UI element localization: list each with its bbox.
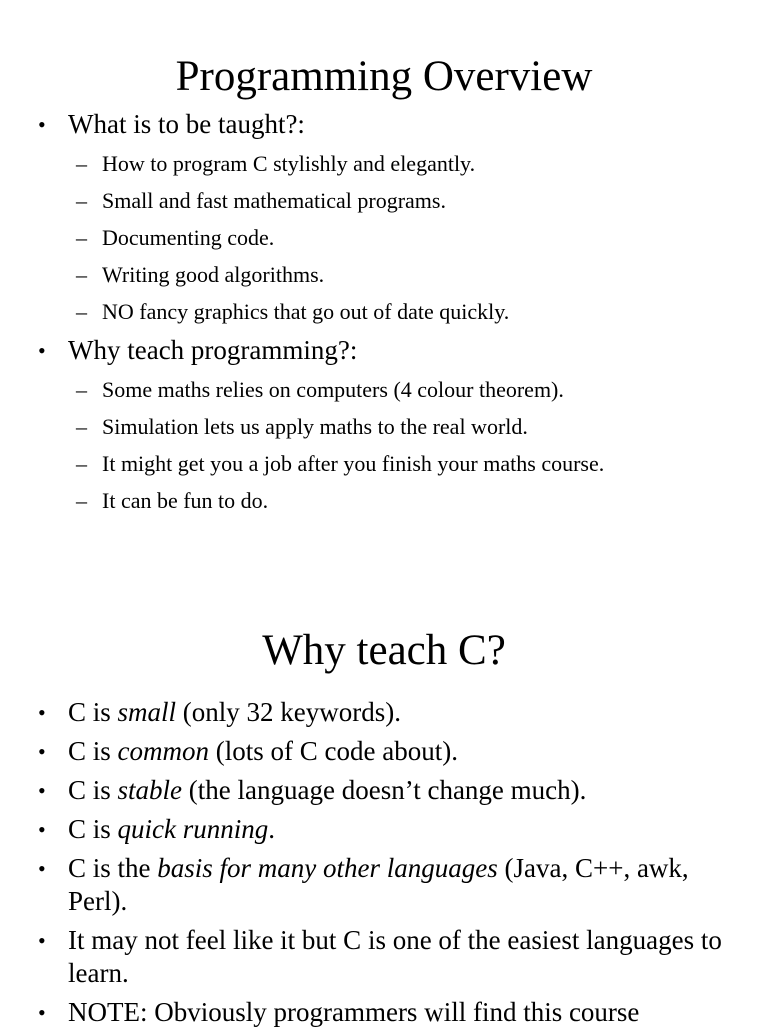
dash-icon: – <box>76 451 87 476</box>
list-item <box>0 996 768 1029</box>
text-pre: C is the <box>68 853 158 883</box>
text-post: (lots of C code about). <box>209 736 458 766</box>
bullet-icon: • <box>38 338 46 363</box>
list-item <box>68 182 728 219</box>
list-item <box>68 371 728 408</box>
list-item-text: Writing good algorithms. <box>102 262 325 287</box>
text-pre: It may not feel like it but C is one of the easiest languages to learn. <box>68 925 722 988</box>
list-item-text: Some maths relies on computers (4 colour theorem). <box>102 377 564 402</box>
list-item <box>68 293 728 330</box>
dash-icon: – <box>76 188 87 213</box>
list-item-text: Documenting code. <box>102 225 275 250</box>
dash-icon: – <box>76 225 87 250</box>
sub-list <box>68 371 728 519</box>
dash-icon: – <box>76 262 87 287</box>
text-pre: C is <box>68 697 118 727</box>
bullet-list <box>0 696 768 1029</box>
section-what-taught <box>0 108 768 330</box>
text-pre: NOTE: Obviously programmers will find this course <box>68 997 640 1027</box>
list-item-text: Simulation lets us apply maths to the real world. <box>102 414 528 439</box>
section-heading: What is to be taught?: <box>68 109 305 139</box>
list-item <box>0 696 768 729</box>
list-item <box>0 774 768 807</box>
section-heading: Why teach programming?: <box>68 335 358 365</box>
dash-icon: – <box>76 488 87 513</box>
list-item <box>0 813 768 846</box>
list-item-text: NO fancy graphics that go out of date quickly. <box>102 299 510 324</box>
dash-icon: – <box>76 414 87 439</box>
list-item <box>68 482 728 519</box>
list-item-text: Small and fast mathematical programs. <box>102 188 446 213</box>
list-item-text: It might get you a job after you finish your maths course. <box>102 451 605 476</box>
text-emphasis: basis for many other languages <box>157 853 498 883</box>
bullet-icon: • <box>38 928 46 953</box>
slide-why-teach-c <box>0 622 768 1035</box>
text-pre: C is <box>68 736 118 766</box>
bullet-icon: • <box>38 856 46 881</box>
list-item <box>68 219 728 256</box>
bullet-icon: • <box>38 778 46 803</box>
text-emphasis: quick running <box>117 814 269 844</box>
bullet-icon: • <box>38 739 46 764</box>
list-item-text: How to program C stylishly and elegantly. <box>102 151 476 176</box>
text-post: (only 32 keywords). <box>176 697 402 727</box>
text-emphasis: stable <box>117 775 183 805</box>
list-item <box>68 256 728 293</box>
list-item <box>0 924 768 990</box>
text-post: . <box>268 814 276 844</box>
list-item <box>68 408 728 445</box>
bullet-icon: • <box>38 700 46 725</box>
list-item-text: It can be fun to do. <box>102 488 269 513</box>
text-pre: C is <box>68 775 118 805</box>
section-why-programming <box>0 334 768 519</box>
dash-icon: – <box>76 377 87 402</box>
list-item <box>0 735 768 768</box>
text-emphasis: common <box>117 736 210 766</box>
list-item <box>68 445 728 482</box>
slide-title: Why teach C? <box>262 627 506 674</box>
dash-icon: – <box>76 299 87 324</box>
bullet-icon: • <box>38 1000 46 1025</box>
dash-icon: – <box>76 151 87 176</box>
bullet-icon: • <box>38 112 46 137</box>
text-post: (the language doesn’t change much). <box>182 775 587 805</box>
text-emphasis: small <box>117 697 177 727</box>
slide-title: Programming Overview <box>175 53 593 100</box>
list-item <box>68 145 728 182</box>
bullet-list <box>0 108 768 519</box>
text-post: (Java, C++, awk, Perl). <box>68 853 689 916</box>
list-item <box>0 852 768 918</box>
sub-list <box>68 145 728 330</box>
bullet-icon: • <box>38 817 46 842</box>
text-pre: C is <box>68 814 118 844</box>
